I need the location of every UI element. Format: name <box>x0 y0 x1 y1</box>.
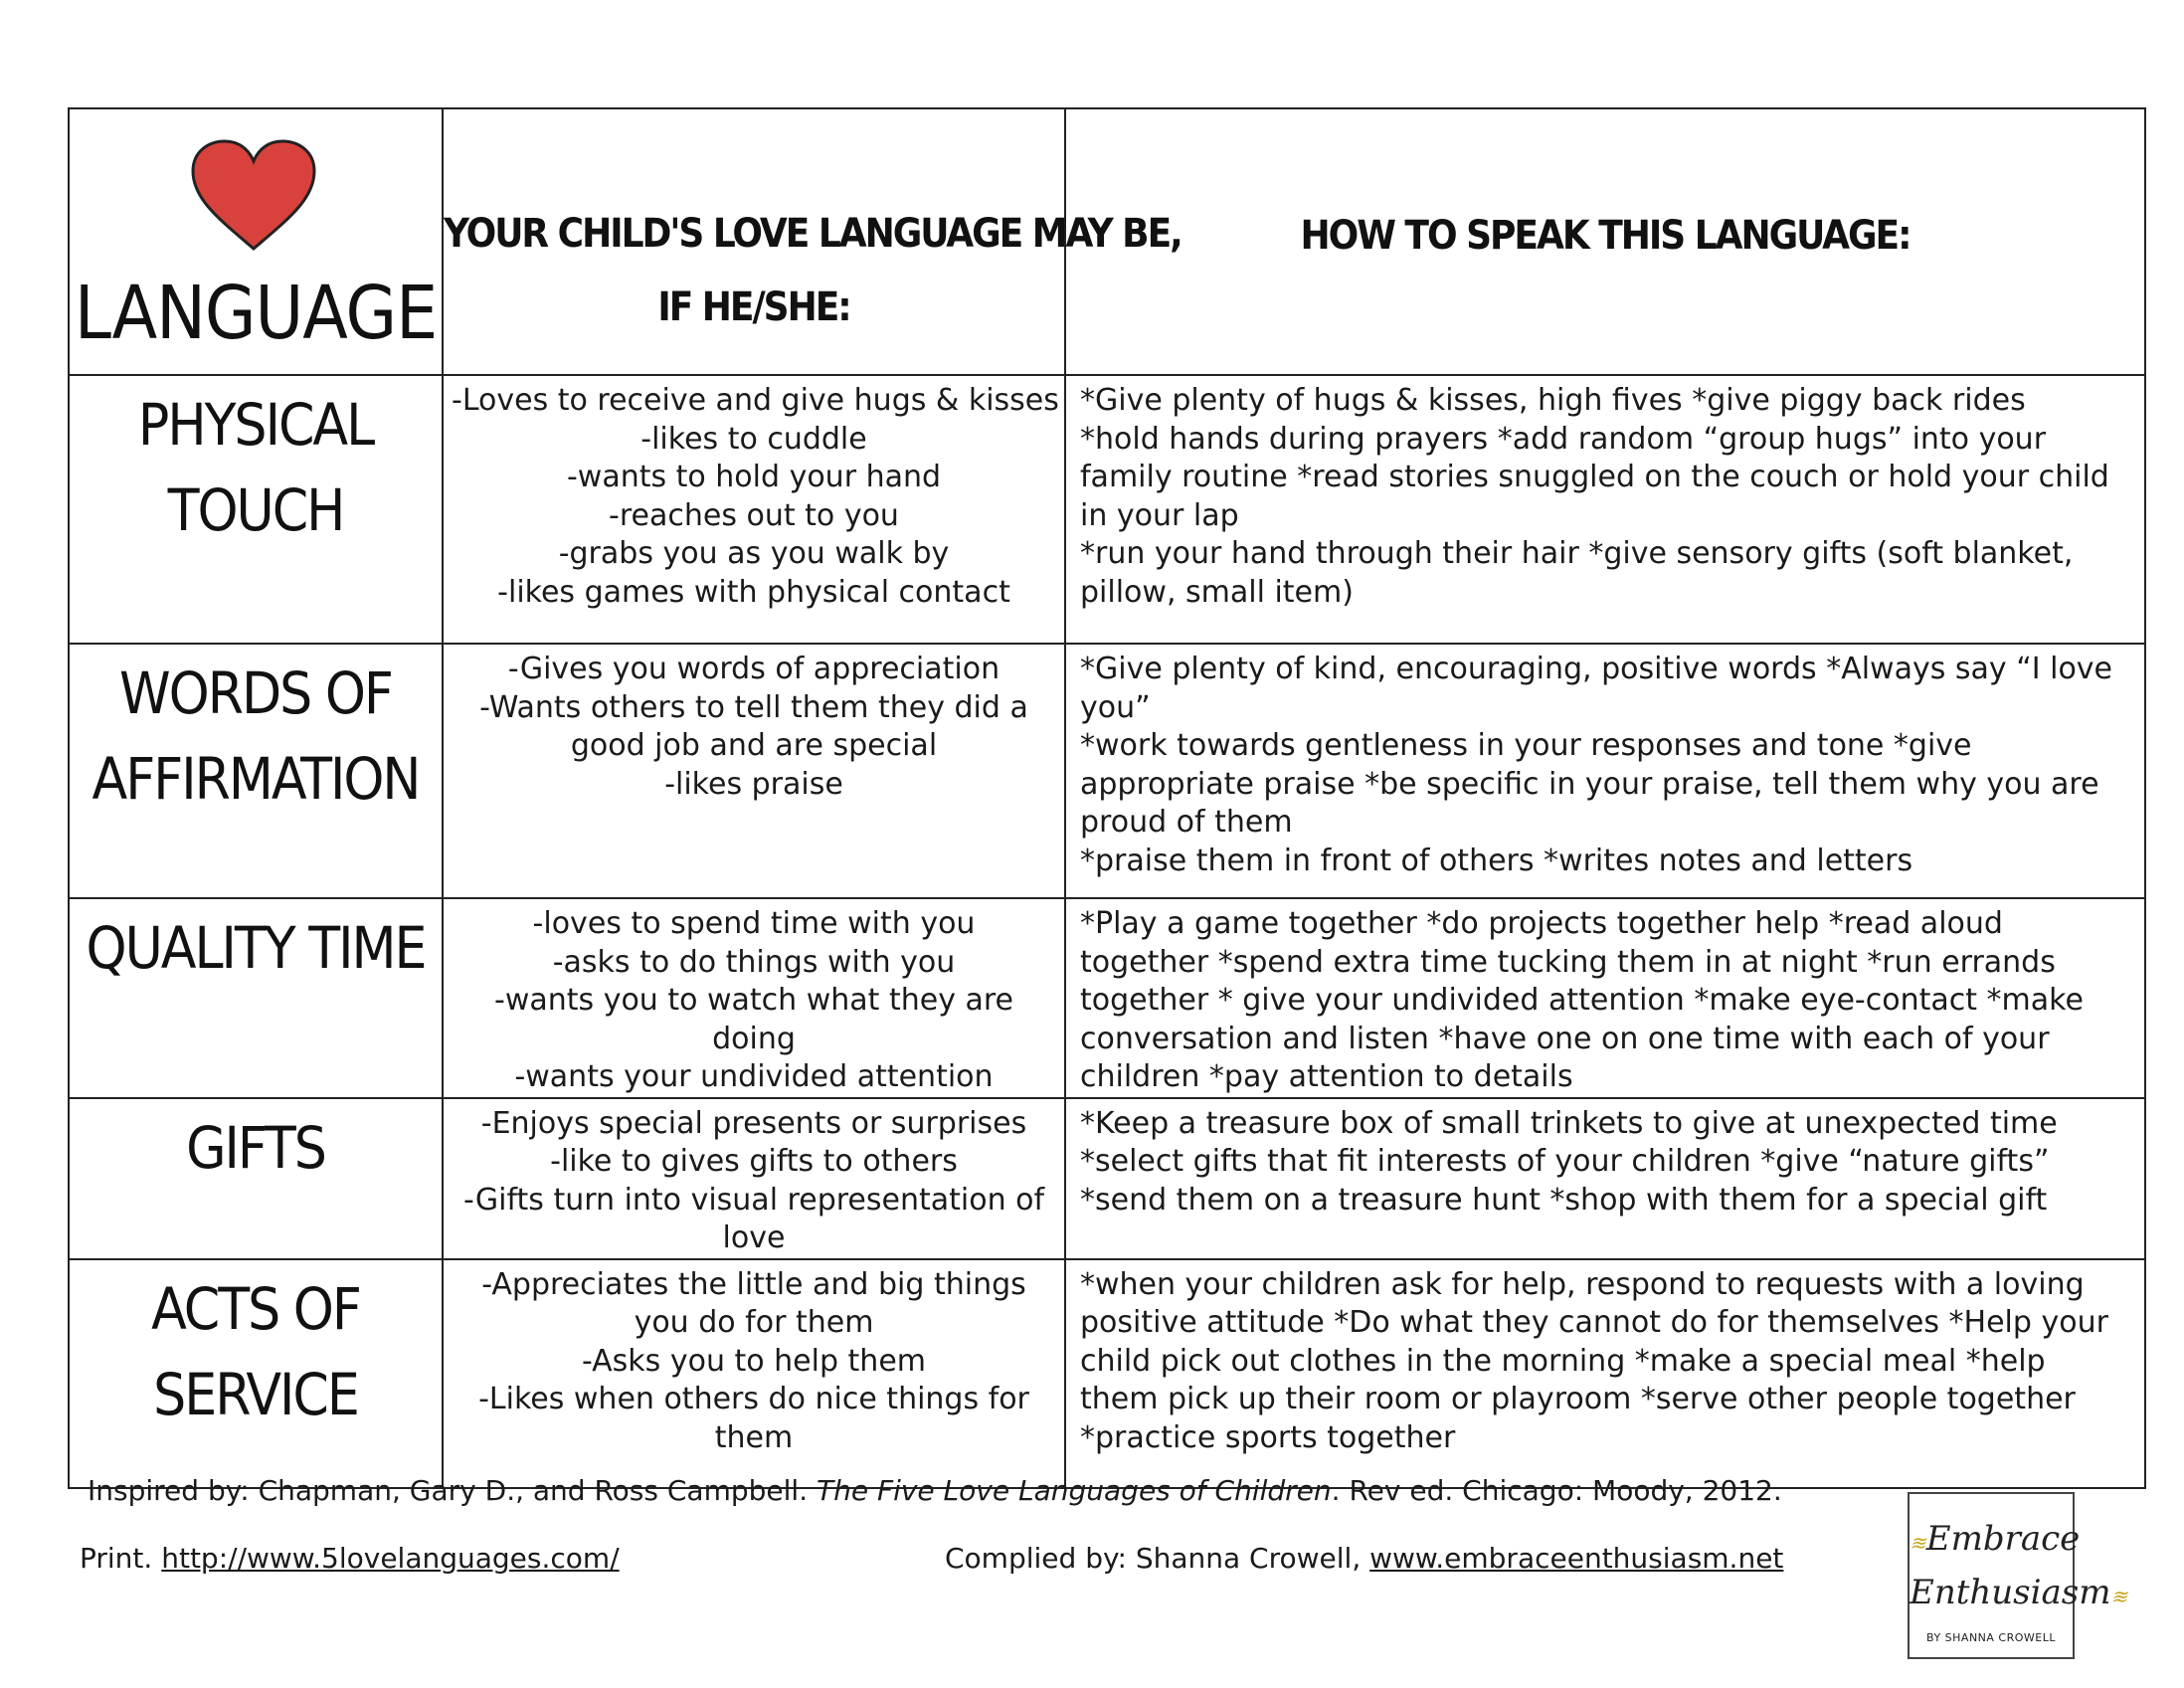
how-line: conversation and listen *have one on one time with each of your <box>1080 1021 2050 1056</box>
embrace-enthusiasm-logo: ≋Embrace Enthusiasm≋ BY SHANNA CROWELL <box>1908 1492 2075 1659</box>
how-line: *run your hand through their hair *give sensory gifts (soft blanket, <box>1080 536 2074 571</box>
how-line: *work towards gentleness in your responses and tone *give <box>1080 728 1972 763</box>
sign-line: -wants you to watch what they are <box>494 983 1013 1018</box>
sign-line: -wants your undivided attention <box>514 1059 994 1094</box>
sign-line: -like to gives gifts to others <box>550 1144 958 1179</box>
language-row <box>69 1259 2145 1488</box>
signs-cell <box>443 644 1065 898</box>
sign-line: -reaches out to you <box>609 497 899 533</box>
how-line: *praise them in front of others *writes notes and letters <box>1080 843 1913 878</box>
leaf-icon: ≋ <box>2110 1585 2128 1608</box>
how-line: child pick out clothes in the morning *make a special meal *help <box>1080 1343 2046 1379</box>
sign-line: -Likes when others do nice things for <box>478 1382 1029 1416</box>
sign-line: -Gifts turn into visual representation of <box>462 1182 1045 1218</box>
sign-line: -Enjoys special presents or surprises <box>480 1105 1027 1141</box>
sign-line: good job and are special <box>570 728 938 763</box>
love-languages-link[interactable]: http://www.5lovelanguages.com/ <box>161 1542 620 1575</box>
sign-line: -Asks you to help them <box>581 1343 926 1379</box>
sign-line: -wants to hold your hand <box>566 460 942 494</box>
how-line: proud of them <box>1080 805 1293 840</box>
how-line: *Give plenty of hugs & kisses, high fives *give piggy back rides <box>1080 383 2026 418</box>
love-language-table <box>68 107 2146 1489</box>
language-name: PHYSICAL TOUCH <box>69 375 443 644</box>
how-line: family routine *read stories snuggled on the couch or hold your child <box>1080 460 2109 494</box>
how-line: *practice sports together <box>1080 1419 1456 1455</box>
language-name: WORDS OF AFFIRMATION <box>69 644 443 898</box>
language-row <box>69 375 2145 644</box>
how-line: them pick up their room or playroom *serve other people together <box>1080 1382 2076 1416</box>
language-name: QUALITY TIME <box>69 898 443 1098</box>
citation-title: The Five Love Languages of Children <box>817 1474 1332 1507</box>
sign-line: love <box>722 1220 786 1255</box>
how-line: *hold hands during prayers *add random “group hugs” into your <box>1080 421 2047 457</box>
sign-line: -loves to spend time with you <box>532 906 976 941</box>
print-line: Print. http://www.5lovelanguages.com/ <box>80 1542 620 1575</box>
sign-line: -Wants others to tell them they did a <box>479 689 1028 725</box>
how-line: children *pay attention to details <box>1080 1059 1573 1094</box>
sign-line: -asks to do things with you <box>552 944 956 980</box>
compiled-line: Complied by: Shanna Crowell, www.embraceenthusiasm.net <box>945 1542 1784 1575</box>
language-header-cell <box>69 108 443 375</box>
sign-line: -Appreciates the little and big things <box>481 1266 1026 1302</box>
how-line: *Play a game together *do projects together help *read aloud <box>1080 906 2003 941</box>
signs-cell <box>443 375 1065 644</box>
language-row <box>69 644 2145 898</box>
how-line: in your lap <box>1080 497 1239 533</box>
signs-header: YOUR CHILD'S LOVE LANGUAGE MAY BE, IF HE/SHE: <box>443 108 1065 375</box>
how-line: *when your children ask for help, respond to requests with a loving <box>1080 1266 2085 1302</box>
embrace-enthusiasm-link[interactable]: www.embraceenthusiasm.net <box>1369 1542 1784 1575</box>
heart-icon <box>189 137 318 255</box>
sign-line: you do for them <box>634 1305 874 1340</box>
how-line: together * give your undivided attention *make eye-contact *make <box>1080 983 2084 1018</box>
language-header: LANGUAGE <box>74 271 438 356</box>
how-line: *send them on a treasure hunt *shop with them for a special gift <box>1080 1182 2048 1218</box>
how-cell <box>1065 644 2145 898</box>
how-line: *Give plenty of kind, encouraging, positive words *Always say “I love <box>1080 652 2113 686</box>
how-cell <box>1065 1259 2145 1488</box>
language-name: ACTS OF SERVICE <box>69 1259 443 1488</box>
how-cell <box>1065 375 2145 644</box>
how-line: pillow, small item) <box>1080 574 1354 610</box>
how-line: appropriate praise *be specific in your praise, tell them why you are <box>1080 766 2099 802</box>
how-header: HOW TO SPEAK THIS LANGUAGE: <box>1065 108 2145 375</box>
language-name: GIFTS <box>69 1098 443 1259</box>
signs-cell <box>443 898 1065 1098</box>
signs-cell <box>443 1098 1065 1259</box>
sign-line: -likes to cuddle <box>640 421 867 457</box>
sign-line: -likes praise <box>664 766 843 802</box>
how-cell <box>1065 898 2145 1098</box>
how-line: together *spend extra time tucking them in at night *run errands <box>1080 944 2056 980</box>
how-line: you” <box>1080 689 1151 725</box>
sign-line: -Loves to receive and give hugs & kisses <box>452 383 1059 418</box>
how-line: *select gifts that fit interests of your children *give “nature gifts” <box>1080 1144 2050 1179</box>
citation: Inspired by: Chapman, Gary D., and Ross Campbell. The Five Love Languages of Children. Rev ed. Chicago: Moody, 2012. <box>88 1474 1782 1507</box>
signs-cell <box>443 1259 1065 1488</box>
header-row <box>69 108 2145 375</box>
sign-line: -Gives you words of appreciation <box>507 652 1001 686</box>
sign-line: -likes games with physical contact <box>497 574 1010 610</box>
sign-line: doing <box>712 1021 796 1056</box>
how-cell <box>1065 1098 2145 1259</box>
language-row <box>69 1098 2145 1259</box>
how-line: *Keep a treasure box of small trinkets to give at unexpected time <box>1080 1105 2058 1141</box>
how-line: positive attitude *Do what they cannot do for themselves *Help your <box>1080 1305 2108 1340</box>
sign-line: them <box>714 1419 794 1455</box>
sign-line: -grabs you as you walk by <box>558 536 950 571</box>
language-row <box>69 898 2145 1098</box>
leaf-icon: ≋ <box>1910 1531 1926 1555</box>
